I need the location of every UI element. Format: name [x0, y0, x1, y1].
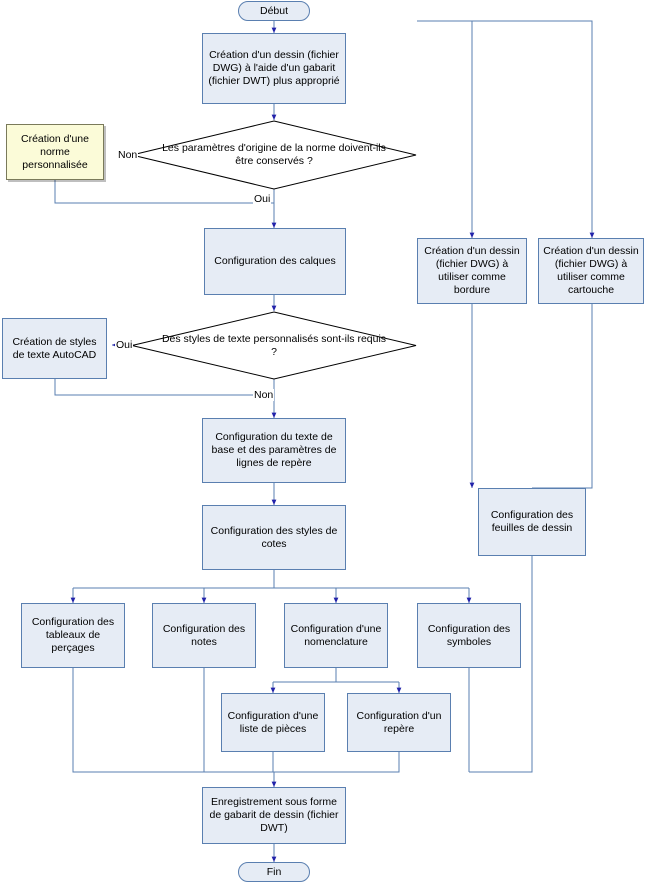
node-start — [238, 1, 310, 21]
node-creation-dessin — [202, 33, 346, 104]
node-start-label: Début — [259, 4, 289, 17]
node-end-label: Fin — [266, 865, 282, 878]
node-config-tableaux-percages — [21, 603, 125, 668]
node-config-feuilles-label: Configuration des feuilles de dessin — [490, 509, 574, 534]
node-creation-cartouche-label: Création d'un dessin (fichier DWG) à utiliser comme cartouche — [543, 245, 639, 296]
node-norme-personnalisee — [6, 124, 104, 180]
node-config-tableaux-percages-label: Configuration des tableaux de perçages — [31, 616, 115, 654]
node-config-texte-base-label: Configuration du texte de base et des paramètres de lignes de repère — [211, 431, 337, 469]
node-enregistrement — [202, 787, 346, 844]
node-config-calques — [204, 228, 346, 295]
node-config-calques-label: Configuration des calques — [214, 255, 336, 267]
edge-label-styles-non: Non — [254, 389, 274, 401]
node-decision-norme-label: Les paramètres d'origine de la norme doivent-ils être conservés ? — [162, 142, 386, 167]
edge-label-norme-oui: Oui — [254, 193, 271, 205]
node-end — [238, 862, 310, 882]
node-decision-styles-texte-label: Des styles de texte personnalisés sont-ils requis ? — [161, 332, 387, 358]
node-config-styles-cotes — [202, 505, 346, 570]
node-config-symboles-label: Configuration des symboles — [427, 622, 511, 648]
node-decision-styles-texte — [131, 311, 417, 380]
edge-label-styles-oui: Oui — [116, 339, 133, 351]
node-config-nomenclature-label: Configuration d'une nomenclature — [290, 622, 382, 648]
node-creation-dessin-label: Création d'un dessin (fichier DWG) à l'aide d'un gabarit (fichier DWT) plus approprié — [208, 49, 340, 87]
node-decision-norme — [131, 120, 417, 190]
node-config-styles-cotes-label: Configuration des styles de cotes — [210, 524, 338, 550]
node-norme-personnalisee-label: Création d'une norme personnalisée — [21, 132, 89, 171]
node-config-feuilles — [478, 488, 586, 556]
edge-label-norme-non: Non — [118, 149, 138, 161]
node-creation-bordure-label: Création d'un dessin (fichier DWG) à utiliser comme bordure — [424, 245, 520, 296]
node-enregistrement-label: Enregistrement sous forme de gabarit de dessin (fichier DWT) — [209, 796, 339, 834]
node-config-nomenclature — [284, 603, 388, 668]
node-creation-bordure — [417, 238, 527, 304]
node-config-texte-base — [202, 418, 346, 483]
node-config-notes — [152, 603, 256, 668]
node-config-liste-pieces — [221, 693, 325, 752]
node-config-symboles — [417, 603, 521, 668]
node-styles-texte-autocad-label: Création de styles de texte AutoCAD — [12, 335, 97, 361]
node-config-repere-label: Configuration d'un repère — [356, 709, 442, 735]
node-config-notes-label: Configuration des notes — [162, 622, 246, 648]
node-creation-cartouche — [538, 238, 644, 304]
node-config-liste-pieces-label: Configuration d'une liste de pièces — [227, 709, 319, 735]
node-styles-texte-autocad — [2, 318, 107, 379]
node-config-repere — [347, 693, 451, 752]
